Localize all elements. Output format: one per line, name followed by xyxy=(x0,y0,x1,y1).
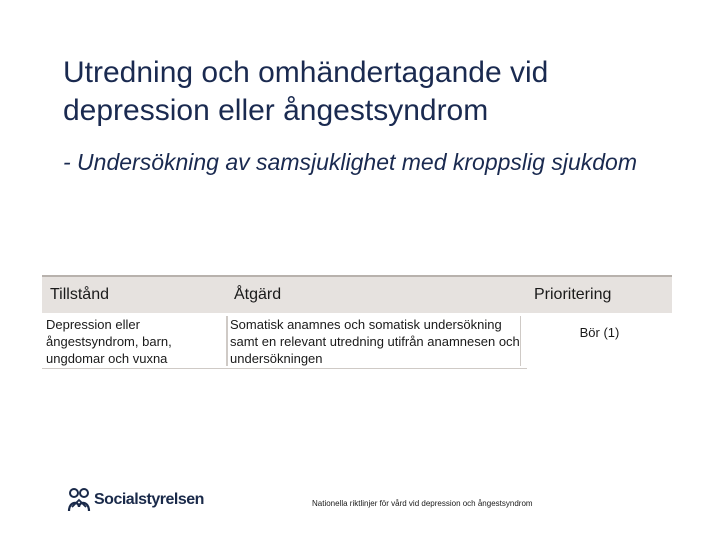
logo-wordmark: Socialstyrelsen xyxy=(94,491,204,508)
table-row xyxy=(42,314,672,369)
slide-title: Utredning och omhändertagande vid depression eller ångestsyndrom xyxy=(63,56,549,127)
column-header-action: Åtgärd xyxy=(234,286,282,303)
table-header xyxy=(42,275,672,314)
cell-condition: Depression eller ångestsyndrom, barn, ungdomar och vuxna xyxy=(42,316,227,366)
slide-subtitle: - Undersökning av samsjuklighet med kroppslig sjukdom xyxy=(63,149,637,175)
recommendation-table xyxy=(42,275,672,369)
cell-action: Somatisk anamnes och somatisk undersökning samt en relevant utredning utifrån anamnesen och undersökningen xyxy=(227,316,521,366)
footer-caption: Nationella riktlinjer för vård vid depression och ångestsyndrom xyxy=(312,499,533,508)
socialstyrelsen-logo-icon xyxy=(66,487,92,513)
cell-priority: Bör (1) xyxy=(527,316,672,370)
column-header-condition: Tillstånd xyxy=(50,286,109,303)
socialstyrelsen-logo xyxy=(66,487,204,513)
column-header-priority: Prioritering xyxy=(534,286,612,303)
